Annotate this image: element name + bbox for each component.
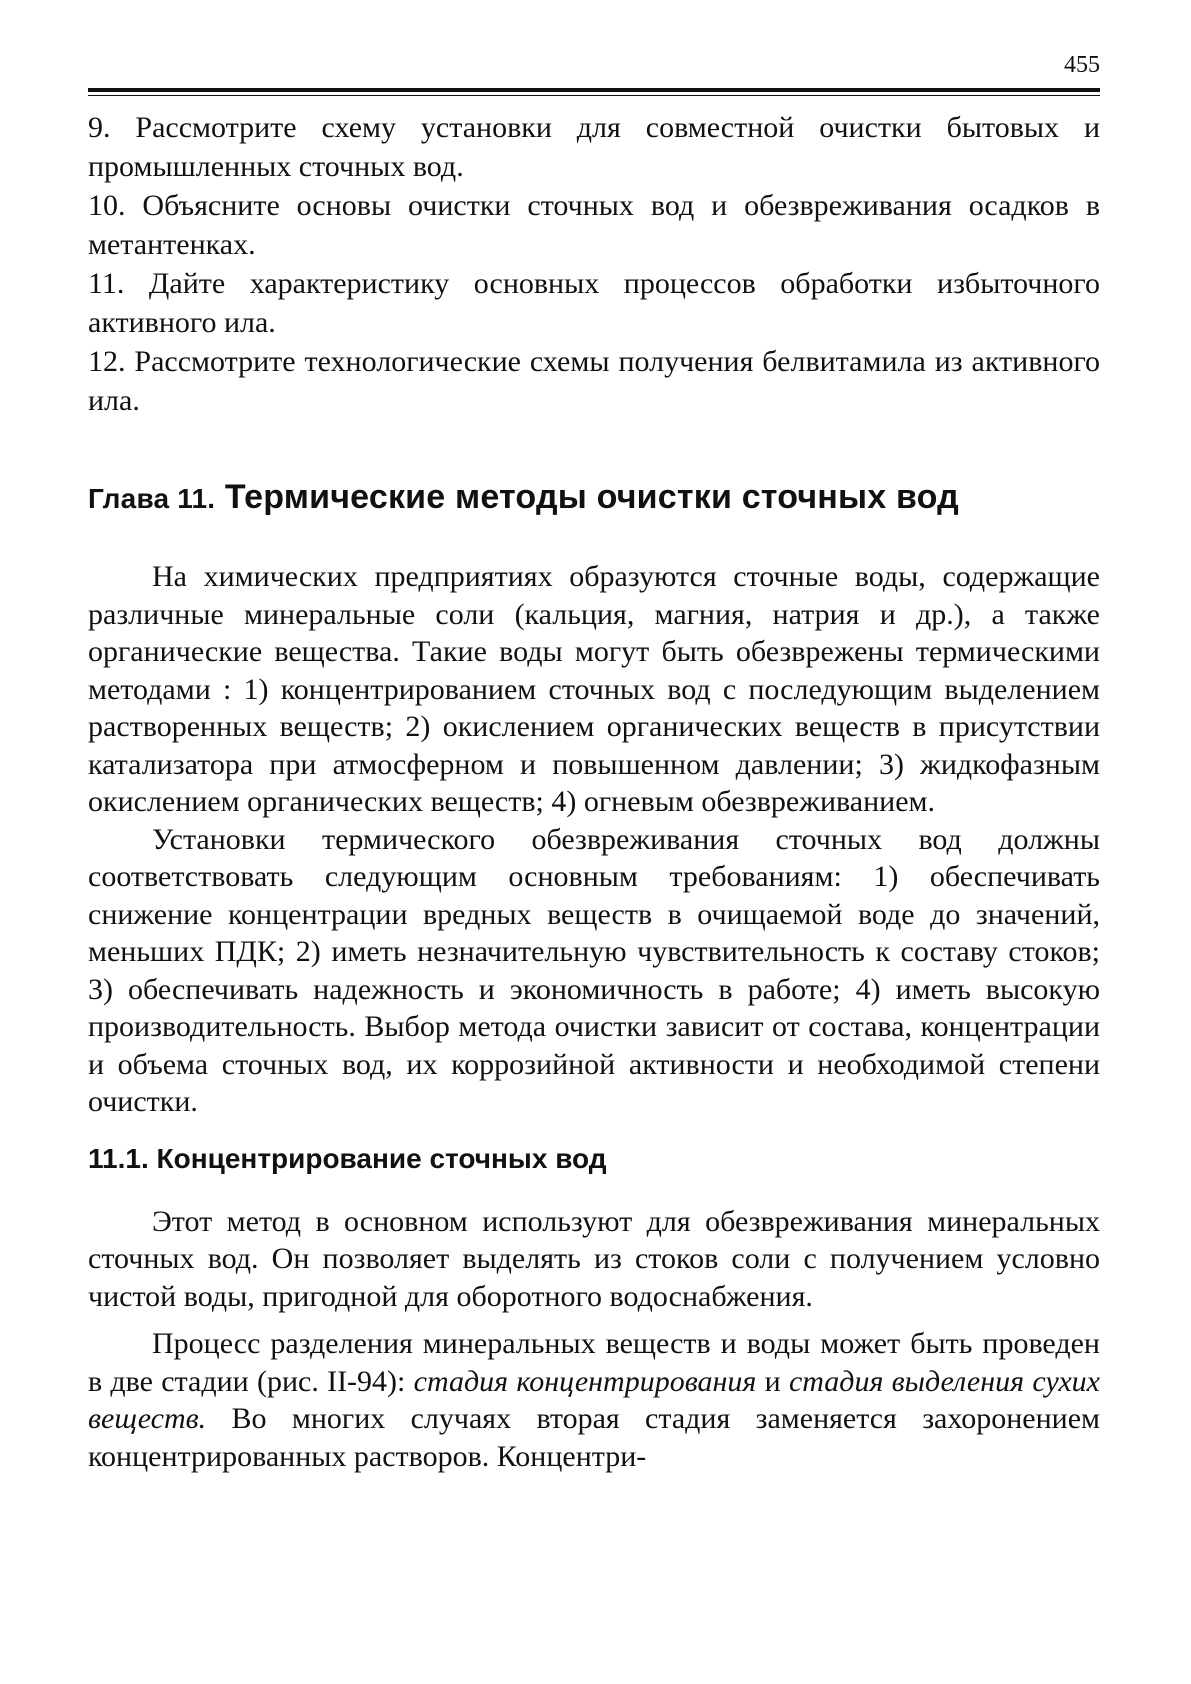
- paragraph-text: и: [756, 1364, 789, 1398]
- chapter-paragraph: Установки термического обезвреживания сточных вод должны соответствовать следующим основным требованиям: 1) обеспечивать снижение концентрации вредных веществ в очищаемой воде до значений, меньших ПДК; 2) иметь незначительную чувствительность к составу стоков; 3) обеспечивать надежность и экономичность в работе; 4) иметь высокую производительность. Выбор метода очистки зависит от состава, концентрации и объема сточных вод, их коррозийной активности и необходимой степени очистки.: [88, 822, 1100, 1118]
- section-title: 11.1. Концентрирование сточных вод: [88, 1142, 607, 1174]
- paragraph-text: Процесс разделения минеральных веществ и воды может быть проведен в две стадии (рис. II-94):: [88, 1327, 1100, 1398]
- question-item: 11. Дайте характеристику основных процессов обработки избыточного активного ила.: [88, 267, 1100, 339]
- header-rule-thin: [88, 95, 1100, 96]
- chapter-label: Глава 11.: [88, 483, 216, 514]
- header-rule-thick: [88, 88, 1100, 92]
- page-number: 455: [1064, 52, 1100, 78]
- section-body: [88, 1203, 1100, 1476]
- italic-term: стадия концентрирования: [413, 1364, 757, 1398]
- document-page: [88, 44, 1100, 1475]
- chapter-intro: [88, 558, 1100, 1121]
- section-paragraph: Этот метод в основном используют для обезвреживания минеральных сточных вод. Он позволяет выделять из стоков соли с получением условно чистой воды, пригодной для оборотного водоснабжения.: [88, 1204, 1100, 1313]
- italic-term: стадия выделения сухих веществ.: [88, 1364, 1100, 1435]
- page-header: [88, 44, 1100, 94]
- question-item: 10. Объясните основы очистки сточных вод и обезвреживания осадков в метантенках.: [88, 189, 1100, 261]
- chapter-title: [88, 476, 1100, 520]
- chapter-paragraph: На химических предприятиях образуются сточные воды, содержащие различные минеральные соли (кальция, магния, натрия и др.), а также органические вещества. Такие воды могут быть обезврежены термическими методами : 1) концентрированием сточных вод с последующим выделением растворенных веществ; 2) окислением органических веществ в присутствии катализатора при атмосферном и повышенном давлении; 3) жидкофазным окислением органических веществ; 4) огневым обезвреживанием.: [88, 560, 1100, 818]
- question-item: 9. Рассмотрите схему установки для совместной очистки бытовых и промышленных сточных вод.: [88, 111, 1100, 183]
- section-paragraph: [88, 1325, 1100, 1475]
- question-item: 12. Рассмотрите технологические схемы получения белвитамила из активного ила.: [88, 345, 1100, 417]
- chapter-name: Термические методы очистки сточных вод: [224, 478, 959, 516]
- review-questions: [88, 108, 1100, 420]
- paragraph-text: Во многих случаях вторая стадия заменяется захоронением концентрированных растворов. Концентри-: [88, 1402, 1100, 1473]
